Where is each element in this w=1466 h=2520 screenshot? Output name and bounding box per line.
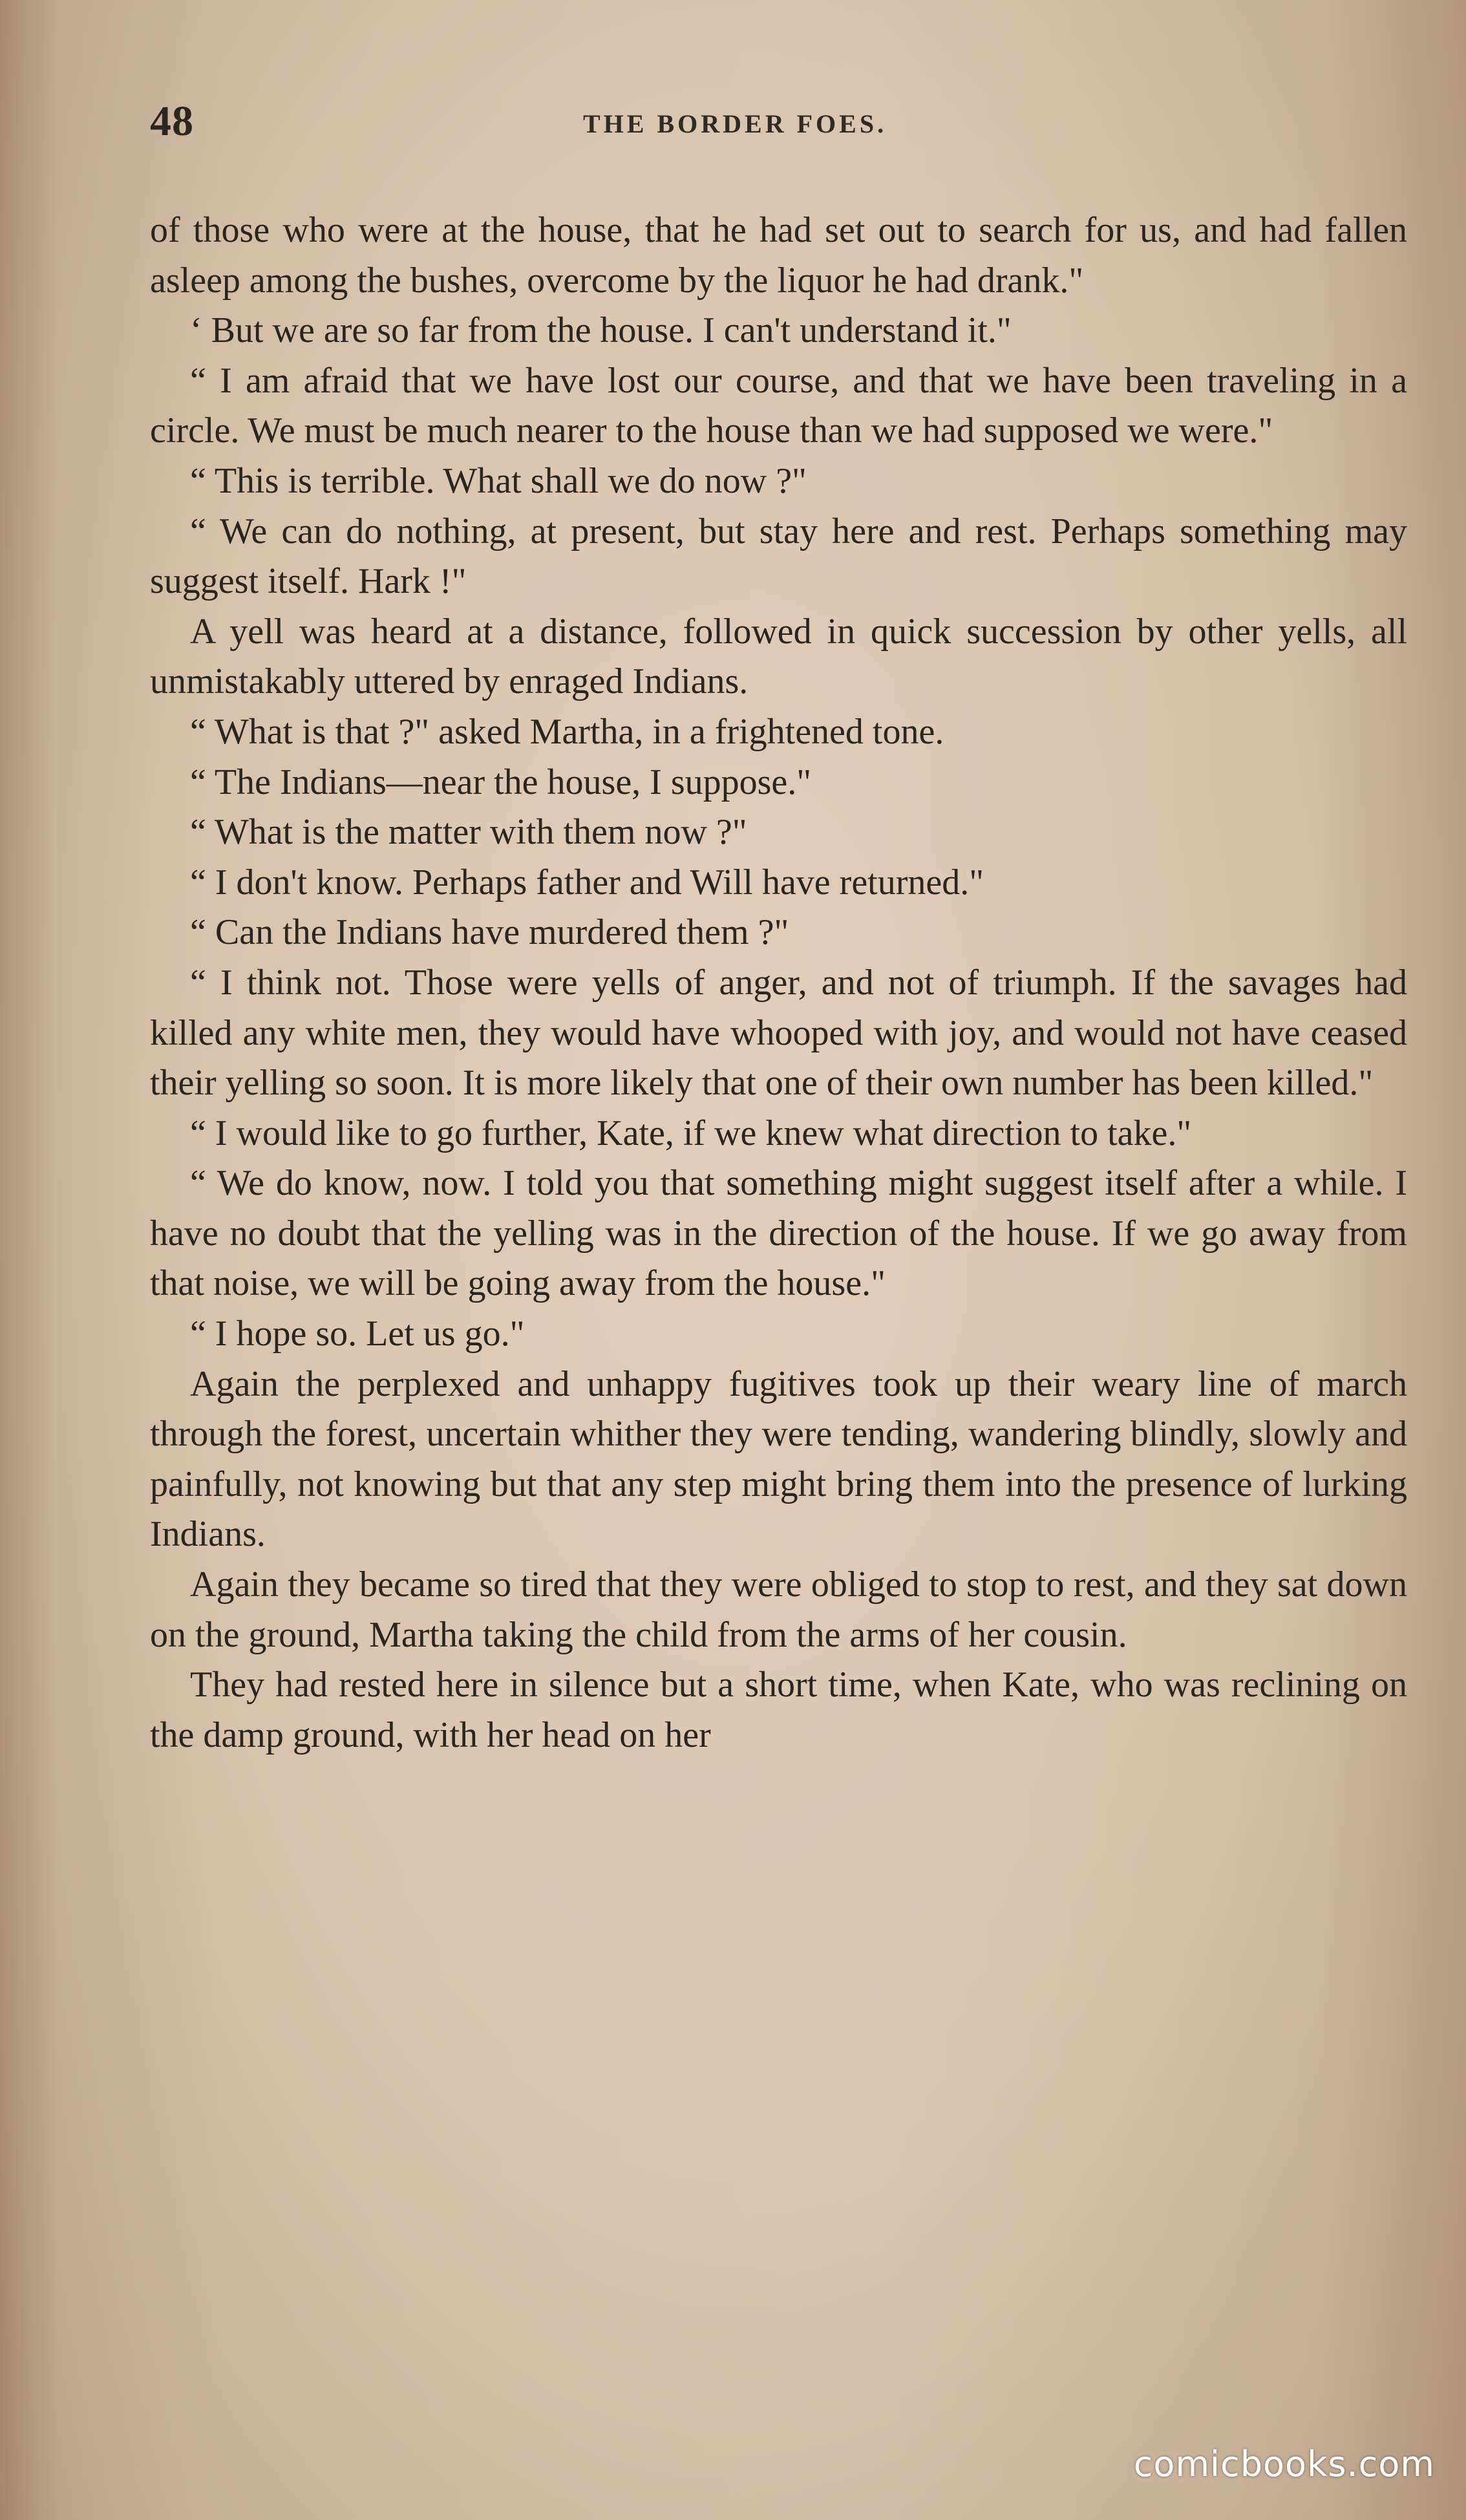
running-head: THE BORDER FOES. (583, 109, 887, 138)
paragraph: of those who were at the house, that he had set out to search for us, and had fallen asleep among the bushes, overcome by the liquor he had drank." (150, 210, 1407, 301)
paragraph: “ Can the Indians have murdered them ?" (190, 912, 789, 953)
paragraph: “ What is the matter with them now ?" (190, 812, 747, 853)
paragraph: “ I am afraid that we have lost our course, and that we have been traveling in a circle. We must be much nearer to the house than we had supposed we were." (150, 360, 1407, 451)
paragraph: ‘ But we are so far from the house. I can't understand it." (190, 310, 1012, 351)
body-text (150, 206, 1407, 1760)
paragraph: Again they became so tired that they were obliged to stop to rest, and they sat down on the ground, Martha taking the child from the arms of her cousin. (150, 1564, 1407, 1655)
paragraph: Again the perplexed and unhappy fugitives took up their weary line of march through the forest, uncertain whither they were tending, wandering blindly, slowly and painfully, not knowing but that any step might bring them into the presence of lurking Indians. (150, 1363, 1407, 1555)
watermark-text: comicbooks.com (1133, 2444, 1435, 2484)
paragraph: “ I would like to go further, Kate, if we knew what direction to take." (190, 1113, 1192, 1153)
page-header (150, 97, 1417, 149)
paragraph: “ I don't know. Perhaps father and Will have returned." (190, 862, 984, 902)
paragraph: They had rested here in silence but a short time, when Kate, who was reclining on the damp ground, with her head on her (150, 1665, 1407, 1755)
paragraph: “ We can do nothing, at present, but stay here and rest. Perhaps something may suggest itself. Hark !" (150, 511, 1407, 602)
paragraph: A yell was heard at a distance, followed in quick succession by other yells, all unmistakably uttered by enraged Indians. (150, 611, 1407, 702)
paragraph: “ We do know, now. I told you that something might suggest itself after a while. I have no doubt that the yelling was in the direction of the house. If we go away from that noise, we will be going away from the house." (150, 1163, 1407, 1304)
paragraph: “ I think not. Those were yells of anger, and not of triumph. If the savages had killed any white men, they would have whooped with joy, and would not have ceased their yelling so soon. It is more likely that one of their own number has been killed." (150, 962, 1407, 1104)
paragraph: “ What is that ?" asked Martha, in a frightened tone. (190, 711, 944, 752)
page-number: 48 (150, 98, 194, 145)
paragraph: “ This is terrible. What shall we do now ?" (190, 460, 807, 501)
paragraph: “ The Indians—near the house, I suppose." (190, 762, 812, 802)
paragraph: “ I hope so. Let us go." (190, 1314, 525, 1354)
